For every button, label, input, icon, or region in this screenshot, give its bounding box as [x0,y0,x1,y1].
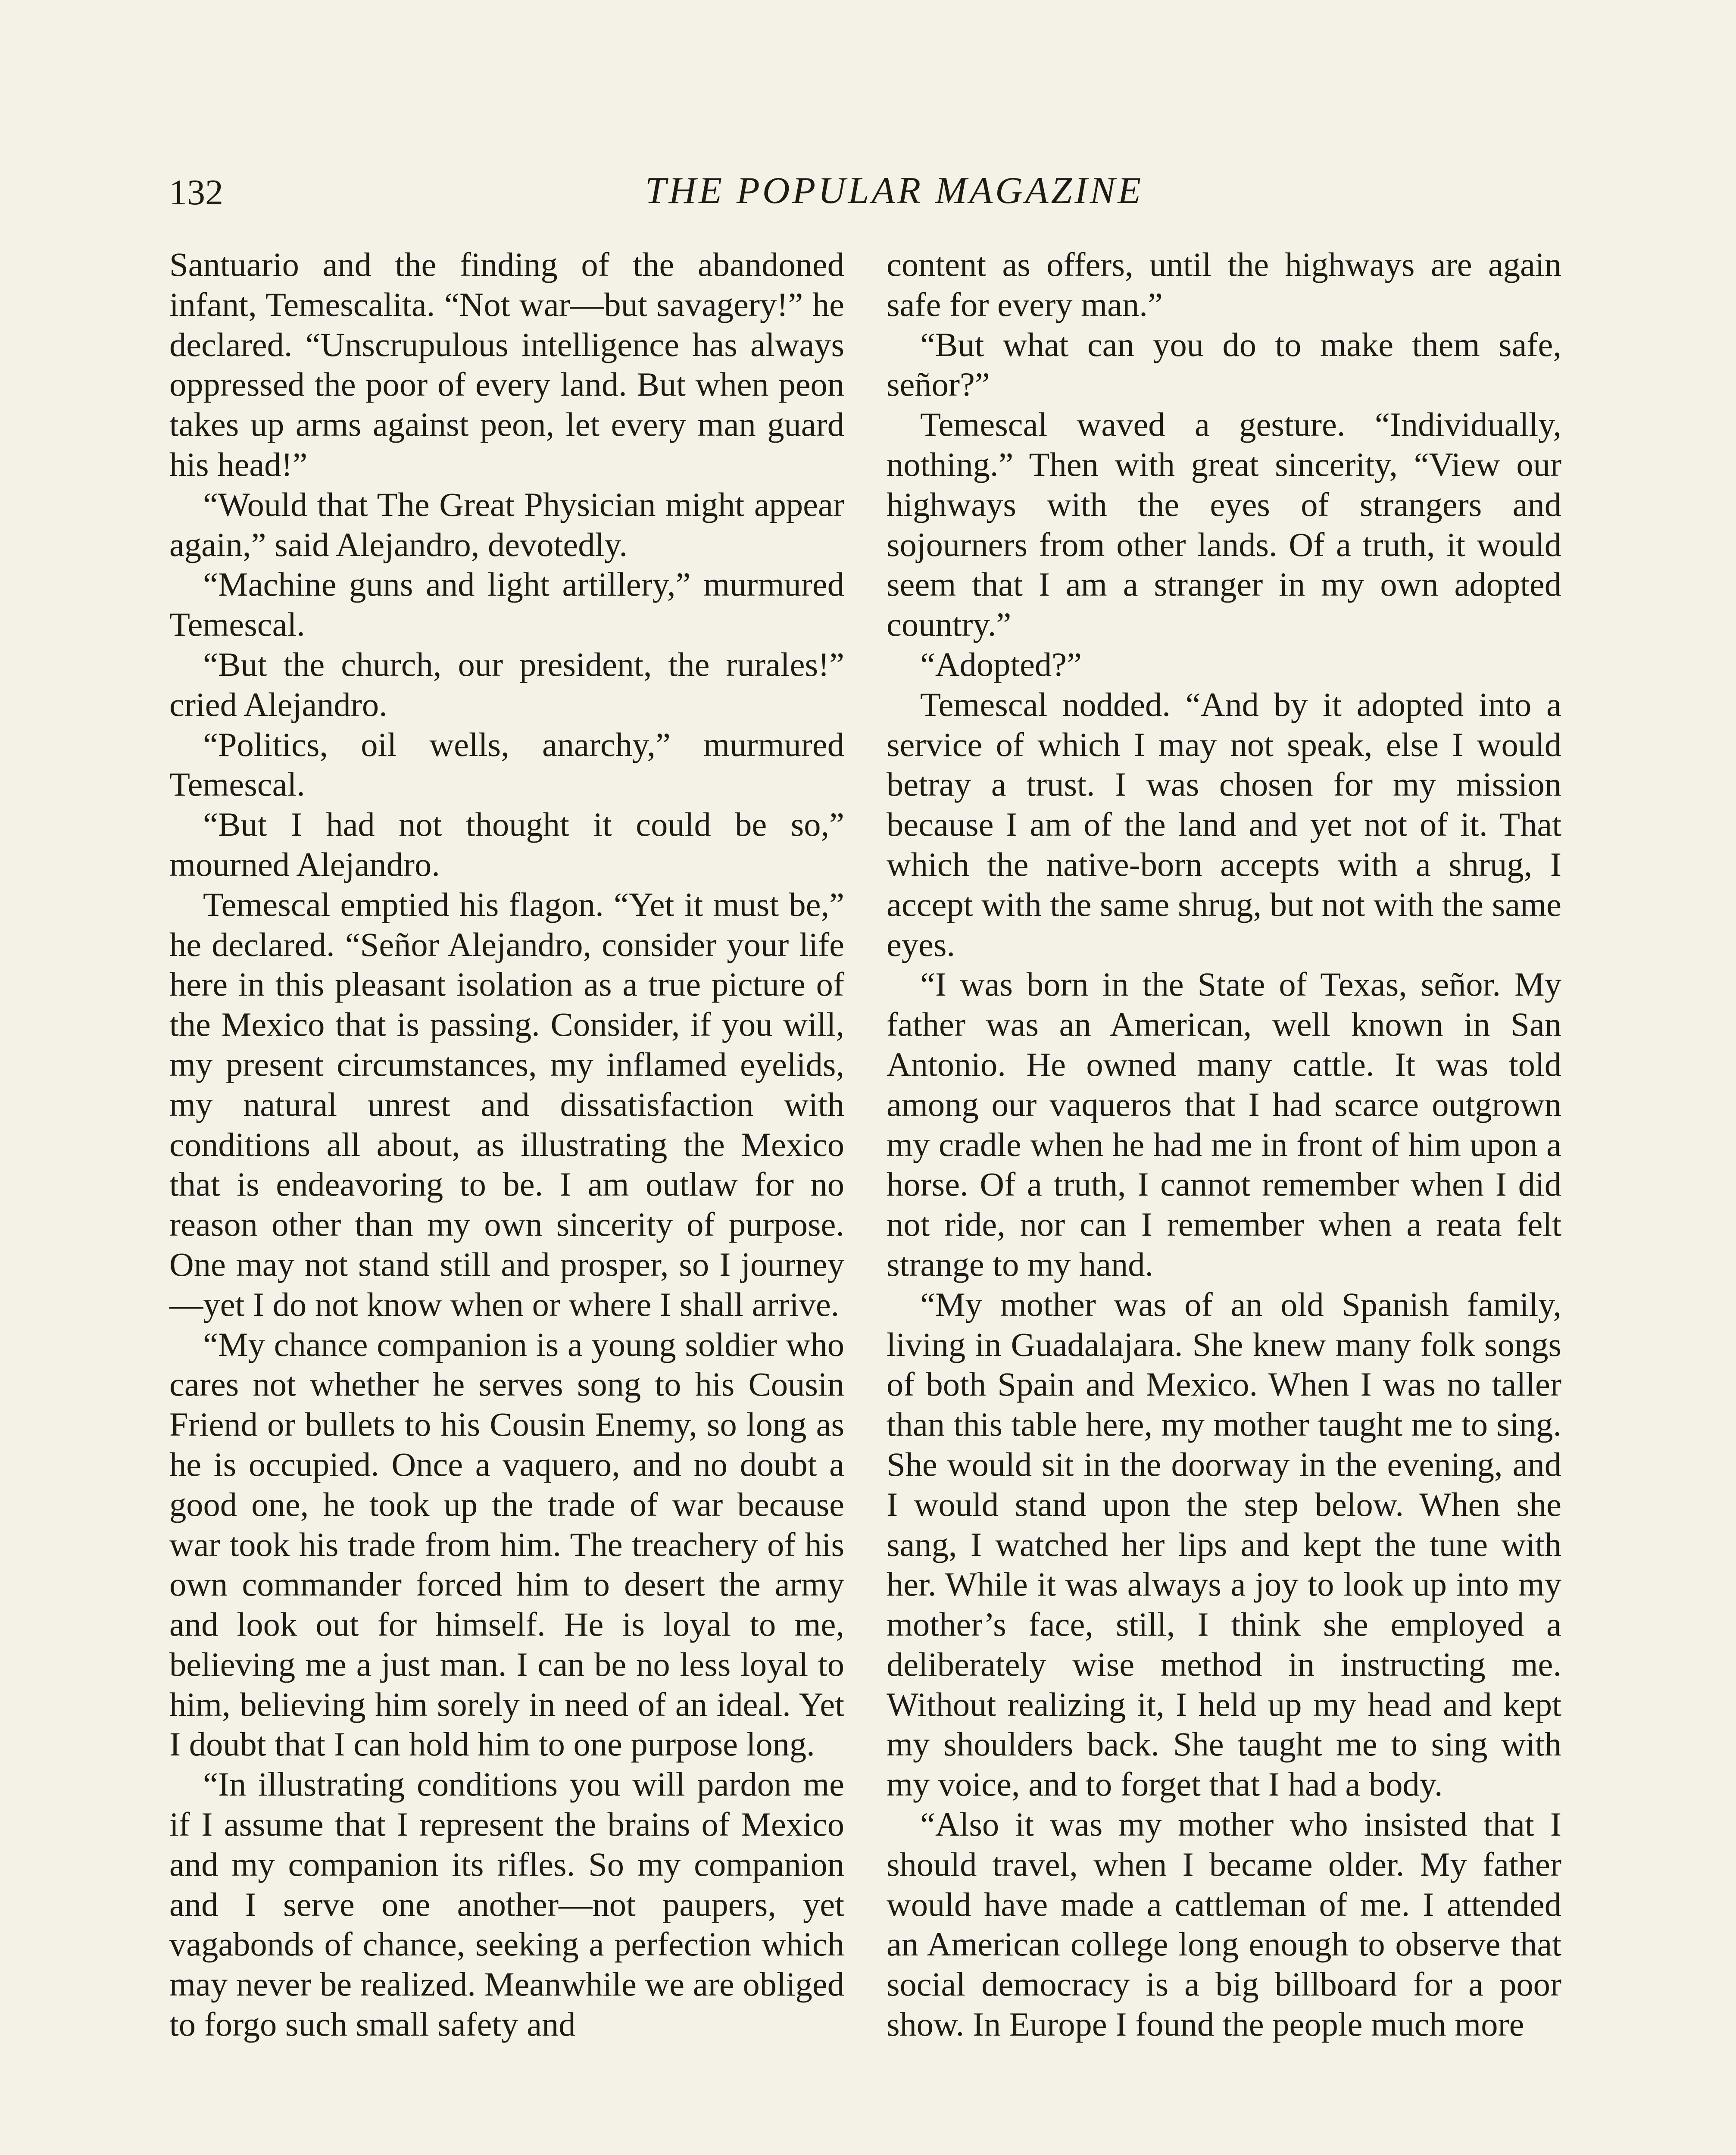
paragraph: Temescal waved a gesture. “Individually, nothing.” Then with great sincerity, “View our highways with the eyes of strangers and sojourners from other lands. Of a truth, it would seem that I am a stranger in my own adopted country.” [887,406,1561,643]
paragraph: “My mother was of an old Spanish family, living in Guadalajara. She knew many folk songs of both Spain and Mexico. When I was no taller than this table here, my mother taught me to sing. She would sit in the doorway in the evening, and I would stand upon the step below. When she sang, I watched her lips and kept the tune with her. While it was always a joy to look up into my mother’s face, still, I think she employed a deliberately wise method in instructing me. Without realizing it, I held up my head and kept my shoulders back. She taught me to sing with my voice, and to forget that I had a body. [887,1285,1561,1803]
paragraph: “Politics, oil wells, anarchy,” murmured Temescal. [169,725,844,803]
paragraph: “But what can you do to make them safe, señor?” [887,325,1561,403]
paragraph: “But the church, our president, the rurales!” cried Alejandro. [169,645,844,723]
paragraph: Temescal nodded. “And by it adopted into a service of which I may not speak, else I would betray a trust. I was chosen for my mission because I am of the land and yet not of it. That which the native-born accepts with a shrug, I accept with the same shrug, but not with the same eyes. [887,685,1561,963]
paragraph: “In illustrating conditions you will pardon me if I assume that I represent the brains of Mexico and my companion its rifles. So my companion and I serve one another—not paupers, yet vagabonds of chance, seeking a perfection which may never be realized. Meanwhile we are obliged to forgo such small safety and [169,1765,844,2043]
right-column [887,245,1561,2045]
running-title: THE POPULAR MAGAZINE [645,170,1144,212]
page-number: 132 [169,172,223,212]
paragraph: “My chance companion is a young soldier who cares not whether he serves song to his Cousin Friend or bullets to his Cousin Enemy, so long as he is occupied. Once a vaquero, and no doubt a good one, he took up the trade of war because war took his trade from him. The treachery of his own commander forced him to desert the army and look out for himself. He is loyal to me, believing me a just man. I can be no less loyal to him, believing him sorely in need of an ideal. Yet I doubt that I can hold him to one purpose long. [169,1325,844,1763]
paragraph: “But I had not thought it could be so,” mourned Alejandro. [169,806,844,883]
paragraph: “Adopted?” [920,645,1082,683]
paragraph: “Also it was my mother who insisted that I should travel, when I became older. My father would have made a cattleman of me. I attended an American college long enough to observe that social democracy is a big billboard for a poor show. In Europe I found the people much more [887,1805,1561,2043]
paragraph: “Machine guns and light artillery,” murmured Temescal. [169,565,844,643]
left-column [169,245,844,2045]
paragraph: “Would that The Great Physician might appear again,” said Alejandro, devotedly. [169,485,844,563]
paragraph: content as offers, until the highways are again safe for every man.” [887,246,1561,323]
paragraph: “I was born in the State of Texas, señor. My father was an American, well known in San Antonio. He owned many cattle. It was told among our vaqueros that I had scarce outgrown my cradle when he had me in front of him upon a horse. Of a truth, I cannot remember when I did not ride, nor can I remember when a reata felt strange to my hand. [887,965,1561,1283]
paragraph: Santuario and the finding of the abandoned infant, Temescalita. “Not war—but savagery!” he declared. “Unscrupulous intelligence has always oppressed the poor of every land. But when peon takes up arms against peon, let every man guard his head!” [169,246,844,483]
paragraph: Temescal emptied his flagon. “Yet it must be,” he declared. “Señor Alejandro, consider your life here in this pleasant isolation as a true picture of the Mexico that is passing. Consider, if you will, my present circumstances, my inflamed eyelids, my natural unrest and dissatisfaction with conditions all about, as illustrating the Mexico that is endeavoring to be. I am outlaw for no reason other than my own sincerity of purpose. One may not stand still and prosper, so I journey—yet I do not know when or where I shall arrive. [169,885,844,1323]
